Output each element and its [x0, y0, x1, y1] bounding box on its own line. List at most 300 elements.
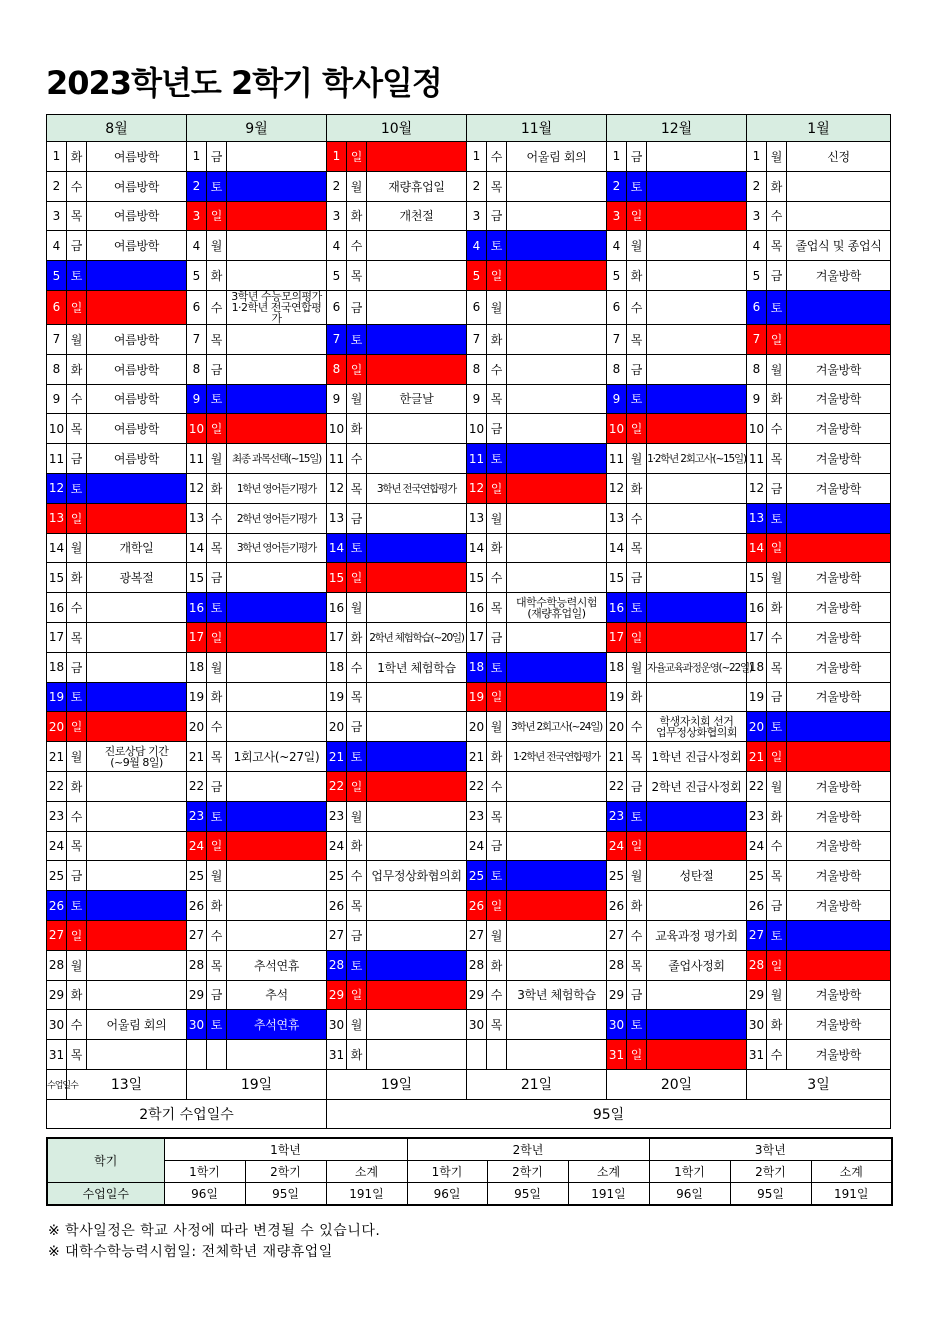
calendar-row: [47, 1010, 891, 1040]
weekday: 화: [627, 261, 647, 291]
weekday: 화: [67, 980, 87, 1010]
weekday: 월: [627, 231, 647, 261]
day-number: 16: [187, 593, 207, 623]
day-number: 5: [327, 261, 347, 291]
event-cell: [227, 682, 327, 712]
event-cell: 학생자치회 선거 업무정상화협의회: [647, 712, 747, 742]
day-number: 27: [327, 920, 347, 950]
grade-2-val-1: 96일: [407, 1183, 487, 1206]
weekday: 목: [67, 414, 87, 444]
day-number: 8: [747, 354, 767, 384]
day-number: 30: [327, 1010, 347, 1040]
weekday: 화: [67, 354, 87, 384]
month-school-days: 19일: [327, 1069, 467, 1099]
weekday: 토: [67, 473, 87, 503]
event-cell: 겨울방학: [787, 1040, 891, 1070]
day-number: 9: [747, 384, 767, 414]
day-number: 20: [747, 712, 767, 742]
day-number: 2: [327, 171, 347, 201]
day-number: 8: [187, 354, 207, 384]
grade-2-val-3: 191일: [568, 1183, 649, 1206]
day-number: 17: [467, 622, 487, 652]
weekday: 토: [347, 742, 367, 772]
weekday: 수: [767, 831, 787, 861]
event-cell: 여름방학: [87, 231, 187, 261]
month-school-days: 19일: [187, 1069, 327, 1099]
month-header: 12월: [607, 115, 747, 142]
day-number: 13: [47, 503, 67, 533]
weekday: 월: [347, 593, 367, 623]
event-cell: [227, 1040, 327, 1070]
weekday: 목: [767, 231, 787, 261]
weekday: 수: [487, 771, 507, 801]
event-cell: [367, 831, 467, 861]
day-number: 1: [47, 142, 67, 172]
event-cell: 3학년 2회고사(~24일): [507, 712, 607, 742]
day-number: 1: [747, 142, 767, 172]
day-number: 22: [327, 771, 347, 801]
weekday: 월: [767, 354, 787, 384]
day-number: 28: [187, 950, 207, 980]
event-cell: [87, 593, 187, 623]
day-number: 17: [187, 622, 207, 652]
semester-total-row: [47, 1099, 891, 1128]
event-cell: 1학년 진급사정회: [647, 742, 747, 772]
event-cell: [227, 861, 327, 891]
grade-2-col-3: 소계: [568, 1161, 649, 1183]
event-cell: [507, 290, 607, 324]
day-number: 11: [747, 444, 767, 474]
weekday: 화: [487, 324, 507, 354]
weekday: 금: [627, 980, 647, 1010]
day-number: 29: [327, 980, 347, 1010]
day-number: 27: [47, 920, 67, 950]
weekday: 일: [347, 771, 367, 801]
grade-3-header: 3학년: [649, 1138, 892, 1161]
event-cell: 여름방학: [87, 384, 187, 414]
event-cell: [367, 261, 467, 291]
event-cell: [227, 712, 327, 742]
weekday: 수: [487, 980, 507, 1010]
weekday: 토: [487, 444, 507, 474]
event-cell: [647, 290, 747, 324]
weekday: 목: [627, 742, 647, 772]
event-cell: [787, 290, 891, 324]
event-cell: [87, 652, 187, 682]
event-cell: [227, 622, 327, 652]
day-number: [467, 1040, 487, 1070]
event-cell: 겨울방학: [787, 354, 891, 384]
grade-1-col-3: 소계: [326, 1161, 407, 1183]
day-number: 3: [187, 201, 207, 231]
grade-3-col-3: 소계: [811, 1161, 892, 1183]
weekday: 일: [347, 563, 367, 593]
event-cell: [227, 563, 327, 593]
day-number: 23: [47, 801, 67, 831]
event-cell: [647, 1040, 747, 1070]
day-number: 14: [327, 533, 347, 563]
day-number: 16: [607, 593, 627, 623]
weekday: 월: [627, 652, 647, 682]
event-cell: 겨울방학: [787, 652, 891, 682]
event-cell: [647, 503, 747, 533]
day-number: 29: [467, 980, 487, 1010]
day-number: 14: [47, 533, 67, 563]
day-number: 10: [187, 414, 207, 444]
weekday: 토: [767, 712, 787, 742]
event-cell: [87, 473, 187, 503]
event-cell: [367, 920, 467, 950]
day-number: 30: [467, 1010, 487, 1040]
school-days-label: 수업일수: [47, 1069, 67, 1099]
event-cell: [367, 503, 467, 533]
day-number: 18: [187, 652, 207, 682]
day-number: 12: [607, 473, 627, 503]
event-cell: 대학수학능력시험 (재량휴업일): [507, 593, 607, 623]
event-cell: [647, 563, 747, 593]
weekday: 월: [767, 142, 787, 172]
day-number: 25: [747, 861, 767, 891]
event-cell: [507, 920, 607, 950]
weekday: 목: [487, 593, 507, 623]
day-number: 25: [327, 861, 347, 891]
day-number: 23: [747, 801, 767, 831]
weekday: 일: [627, 622, 647, 652]
event-cell: 추석연휴: [227, 950, 327, 980]
weekday: 수: [627, 503, 647, 533]
grade-3-val-1: 96일: [649, 1183, 730, 1206]
weekday: 금: [67, 444, 87, 474]
day-number: 27: [187, 920, 207, 950]
weekday: 수: [67, 384, 87, 414]
event-cell: [227, 920, 327, 950]
weekday: 금: [487, 414, 507, 444]
weekday: 목: [767, 652, 787, 682]
weekday: 금: [627, 354, 647, 384]
weekday: 토: [67, 261, 87, 291]
event-cell: [87, 261, 187, 291]
weekday: 목: [67, 201, 87, 231]
day-number: 8: [327, 354, 347, 384]
event-cell: 겨울방학: [787, 831, 891, 861]
day-number: 22: [47, 771, 67, 801]
day-number: 28: [327, 950, 347, 980]
calendar-row: [47, 563, 891, 593]
event-cell: 겨울방학: [787, 622, 891, 652]
day-number: 19: [327, 682, 347, 712]
day-number: 21: [327, 742, 347, 772]
event-cell: [507, 771, 607, 801]
event-cell: [647, 231, 747, 261]
event-cell: 성탄절: [647, 861, 747, 891]
event-cell: 1학년 영어듣기평가: [227, 473, 327, 503]
weekday: 목: [487, 384, 507, 414]
month-header: 8월: [47, 115, 187, 142]
calendar-row: [47, 444, 891, 474]
weekday: 화: [347, 831, 367, 861]
day-number: 31: [747, 1040, 767, 1070]
event-cell: [507, 503, 607, 533]
event-cell: 겨울방학: [787, 861, 891, 891]
event-cell: [227, 324, 327, 354]
weekday: 수: [627, 712, 647, 742]
day-number: 24: [747, 831, 767, 861]
month-school-days: 21일: [467, 1069, 607, 1099]
day-number: 9: [327, 384, 347, 414]
event-cell: 1·2학년 2회고사(~15일): [647, 444, 747, 474]
day-number: 20: [607, 712, 627, 742]
event-cell: [87, 980, 187, 1010]
event-cell: [227, 201, 327, 231]
event-cell: [507, 231, 607, 261]
event-cell: [647, 533, 747, 563]
weekday: 화: [627, 473, 647, 503]
event-cell: [787, 171, 891, 201]
day-number: 24: [607, 831, 627, 861]
event-cell: [227, 384, 327, 414]
grade-2-header: 2학년: [407, 1138, 649, 1161]
calendar-row: [47, 1040, 891, 1070]
day-number: 26: [747, 891, 767, 921]
day-number: 24: [47, 831, 67, 861]
event-cell: [787, 503, 891, 533]
day-number: 4: [467, 231, 487, 261]
weekday: 월: [67, 533, 87, 563]
note-schedule-change: ※ 학사일정은 학교 사정에 따라 변경될 수 있습니다.: [48, 1223, 381, 1239]
weekday: 목: [67, 1040, 87, 1070]
event-cell: [367, 231, 467, 261]
weekday: 화: [347, 1040, 367, 1070]
weekday: 수: [347, 231, 367, 261]
day-number: 29: [47, 980, 67, 1010]
weekday: 일: [767, 324, 787, 354]
weekday: 화: [67, 771, 87, 801]
calendar-row: [47, 622, 891, 652]
event-cell: 졸업식 및 종업식: [787, 231, 891, 261]
day-number: 16: [467, 593, 487, 623]
day-number: 2: [747, 171, 767, 201]
day-number: 7: [747, 324, 767, 354]
event-cell: [367, 742, 467, 772]
event-cell: [367, 1040, 467, 1070]
event-cell: [507, 171, 607, 201]
weekday: 월: [207, 861, 227, 891]
weekday: 화: [207, 682, 227, 712]
day-number: 1: [327, 142, 347, 172]
event-cell: [647, 801, 747, 831]
day-number: 1: [467, 142, 487, 172]
grade-3-col-1: 1학기: [649, 1161, 730, 1183]
event-cell: 여름방학: [87, 414, 187, 444]
day-number: 21: [607, 742, 627, 772]
event-cell: [507, 622, 607, 652]
event-cell: [647, 171, 747, 201]
event-cell: 겨울방학: [787, 593, 891, 623]
weekday: 토: [767, 290, 787, 324]
day-number: 18: [607, 652, 627, 682]
event-cell: 어울림 회의: [507, 142, 607, 172]
day-number: 10: [607, 414, 627, 444]
weekday: 월: [767, 980, 787, 1010]
weekday: 수: [347, 861, 367, 891]
weekday: 일: [67, 290, 87, 324]
day-number: 26: [467, 891, 487, 921]
weekday: 목: [67, 622, 87, 652]
day-number: 2: [47, 171, 67, 201]
day-number: 5: [747, 261, 767, 291]
event-cell: 여름방학: [87, 354, 187, 384]
event-cell: 업무정상화협의회: [367, 861, 467, 891]
event-cell: 겨울방학: [787, 980, 891, 1010]
summary-semester-label: 학기: [47, 1138, 164, 1183]
weekday: 목: [627, 533, 647, 563]
day-number: 21: [187, 742, 207, 772]
grade-2-col-1: 1학기: [407, 1161, 487, 1183]
weekday: 화: [207, 261, 227, 291]
event-cell: 겨울방학: [787, 261, 891, 291]
weekday: 월: [627, 861, 647, 891]
event-cell: 겨울방학: [787, 384, 891, 414]
weekday: 수: [487, 142, 507, 172]
weekday: 토: [347, 533, 367, 563]
event-cell: [227, 414, 327, 444]
event-cell: 추석: [227, 980, 327, 1010]
day-number: 5: [467, 261, 487, 291]
day-number: 4: [47, 231, 67, 261]
event-cell: 여름방학: [87, 201, 187, 231]
day-number: [187, 1040, 207, 1070]
grade-3-col-2: 2학기: [730, 1161, 811, 1183]
day-number: 28: [607, 950, 627, 980]
event-cell: 진로상담 기간 (~9월 8일): [87, 742, 187, 772]
calendar-row: [47, 354, 891, 384]
event-cell: [647, 414, 747, 444]
day-number: 31: [47, 1040, 67, 1070]
event-cell: [647, 201, 747, 231]
day-number: 15: [187, 563, 207, 593]
event-cell: 한글날: [367, 384, 467, 414]
calendar-row: [47, 861, 891, 891]
weekday: 목: [487, 1010, 507, 1040]
weekday: 월: [207, 444, 227, 474]
event-cell: [647, 831, 747, 861]
weekday: 일: [67, 920, 87, 950]
calendar-row: [47, 712, 891, 742]
event-cell: [507, 444, 607, 474]
event-cell: [507, 533, 607, 563]
day-number: 29: [607, 980, 627, 1010]
day-number: 19: [607, 682, 627, 712]
grade-1-col-1: 1학기: [164, 1161, 245, 1183]
weekday: 화: [767, 384, 787, 414]
day-number: 2: [467, 171, 487, 201]
weekday: 금: [67, 861, 87, 891]
day-number: 13: [467, 503, 487, 533]
day-number: 12: [467, 473, 487, 503]
event-cell: [367, 414, 467, 444]
day-number: 20: [467, 712, 487, 742]
weekday: 목: [487, 801, 507, 831]
day-number: 17: [747, 622, 767, 652]
event-cell: 겨울방학: [787, 891, 891, 921]
event-cell: [227, 891, 327, 921]
day-number: 16: [327, 593, 347, 623]
event-cell: [647, 261, 747, 291]
event-cell: [507, 682, 607, 712]
day-number: 20: [187, 712, 207, 742]
weekday: 일: [627, 414, 647, 444]
day-number: 9: [47, 384, 67, 414]
day-number: 7: [47, 324, 67, 354]
weekday: 수: [207, 712, 227, 742]
event-cell: [507, 1010, 607, 1040]
event-cell: [367, 771, 467, 801]
event-cell: 여름방학: [87, 324, 187, 354]
day-number: 13: [187, 503, 207, 533]
semester-total-value: 95일: [327, 1099, 891, 1128]
weekday: 수: [627, 290, 647, 324]
event-cell: [87, 1040, 187, 1070]
day-number: 30: [187, 1010, 207, 1040]
weekday: 화: [767, 801, 787, 831]
calendar-row: [47, 142, 891, 172]
day-number: 1: [187, 142, 207, 172]
grade-2-val-2: 95일: [487, 1183, 568, 1206]
event-cell: [787, 533, 891, 563]
day-number: 7: [187, 324, 207, 354]
weekday: 화: [67, 563, 87, 593]
event-cell: 신정: [787, 142, 891, 172]
day-number: 25: [187, 861, 207, 891]
day-number: 28: [467, 950, 487, 980]
weekday: 토: [207, 171, 227, 201]
event-cell: [507, 1040, 607, 1070]
weekday: 수: [207, 290, 227, 324]
weekday: 목: [67, 831, 87, 861]
month-header-row: [47, 115, 891, 142]
weekday: 일: [207, 201, 227, 231]
weekday: 화: [767, 1010, 787, 1040]
event-cell: 겨울방학: [787, 444, 891, 474]
event-cell: [787, 201, 891, 231]
day-number: 3: [467, 201, 487, 231]
weekday: 토: [207, 1010, 227, 1040]
event-cell: [367, 1010, 467, 1040]
day-number: 25: [467, 861, 487, 891]
day-number: 7: [607, 324, 627, 354]
day-number: 6: [47, 290, 67, 324]
event-cell: [367, 290, 467, 324]
event-cell: [87, 712, 187, 742]
event-cell: 개학일: [87, 533, 187, 563]
weekday: 일: [627, 201, 647, 231]
day-number: 2: [187, 171, 207, 201]
calendar-row: [47, 414, 891, 444]
calendar-row: [47, 801, 891, 831]
grade-1-val-1: 96일: [164, 1183, 245, 1206]
weekday: 금: [627, 142, 647, 172]
weekday: [487, 1040, 507, 1070]
event-cell: [227, 652, 327, 682]
semester-total-label: 2학기 수업일수: [47, 1099, 327, 1128]
weekday: 수: [767, 1040, 787, 1070]
calendar-row: [47, 891, 891, 921]
calendar-row: [47, 261, 891, 291]
event-cell: [647, 384, 747, 414]
weekday: 토: [627, 384, 647, 414]
day-number: 6: [327, 290, 347, 324]
event-cell: [87, 891, 187, 921]
